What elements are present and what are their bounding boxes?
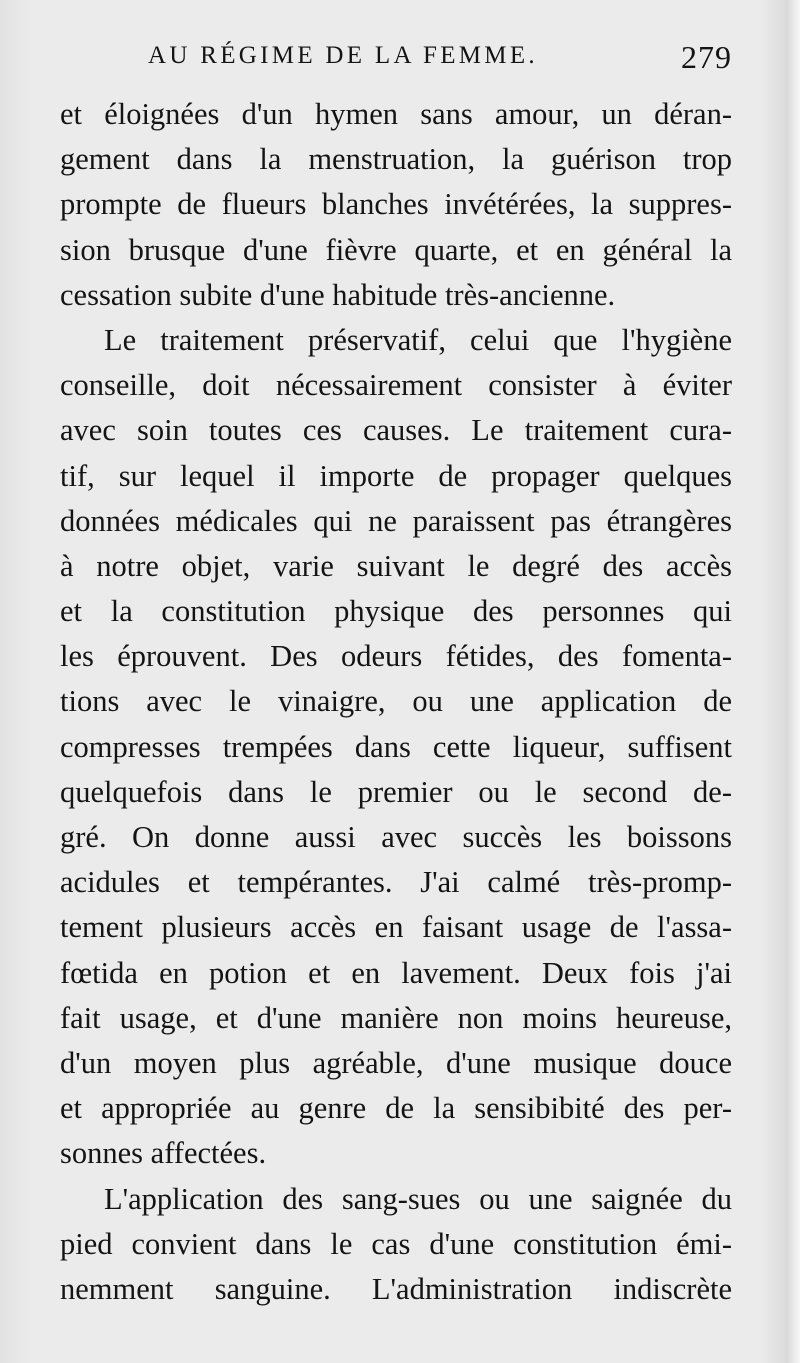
text-line: fait usage, et d'une manière non moins heureuse,: [60, 1000, 732, 1035]
text-line: sion brusque d'une fièvre quarte, et en général la: [60, 232, 732, 267]
text-line: quelquefois dans le premier ou le second de-: [60, 774, 732, 809]
text-line: d'un moyen plus agréable, d'une musique douce: [60, 1045, 732, 1080]
text-line: tif, sur lequel il importe de propager quelques: [60, 458, 732, 493]
text-line: fœtida en potion et en lavement. Deux fois j'ai: [60, 955, 732, 990]
text-line: sonnes affectées.: [60, 1136, 267, 1171]
text-line: à notre objet, varie suivant le degré des accès: [60, 548, 732, 583]
text-line: prompte de flueurs blanches invétérées, la suppres-: [60, 187, 732, 222]
page-number: 279: [681, 39, 732, 75]
paragraph-1: [60, 92, 732, 318]
page-edge-shadow: [786, 0, 800, 1363]
page-header: [148, 39, 732, 82]
text-line: données médicales qui ne paraissent pas étrangères: [60, 503, 732, 538]
text-line: Le traitement préservatif, celui que l'hygiène: [104, 322, 732, 357]
text-line: L'application des sang-sues ou une saignée du: [104, 1181, 732, 1216]
text-line: les éprouvent. Des odeurs fétides, des fomenta-: [60, 639, 732, 674]
text-line: avec soin toutes ces causes. Le traitement cura-: [60, 413, 732, 448]
text-line: cessation subite d'une habitude très-ancienne.: [60, 277, 616, 312]
text-line: gré. On donne aussi avec succès les boissons: [60, 820, 732, 854]
text-line: gement dans la menstruation, la guérison trop: [60, 142, 732, 177]
body-text: [60, 92, 732, 1312]
text-line: compresses trempées dans cette liqueur, suffisent: [60, 729, 732, 764]
text-line: et la constitution physique des personnes qui: [60, 594, 732, 629]
text-line: nemment sanguine. L'administration indiscrète: [60, 1271, 732, 1306]
text-line: conseille, doit nécessairement consister à éviter: [60, 368, 732, 403]
paragraph-2: [60, 318, 732, 1177]
text-line: tions avec le vinaigre, ou une application de: [60, 684, 732, 719]
text-line: et éloignées d'un hymen sans amour, un déran-: [60, 97, 732, 131]
text-line: et appropriée au genre de la sensibibité des per-: [60, 1091, 732, 1126]
running-head: AU RÉGIME DE LA FEMME.: [148, 42, 538, 69]
text-line: tement plusieurs accès en faisant usage de l'assa-: [60, 910, 732, 945]
text-line: pied convient dans le cas d'une constitution émi-: [60, 1226, 732, 1261]
paragraph-3: [60, 1177, 732, 1313]
text-line: acidules et tempérantes. J'ai calmé très-promp-: [60, 865, 732, 900]
